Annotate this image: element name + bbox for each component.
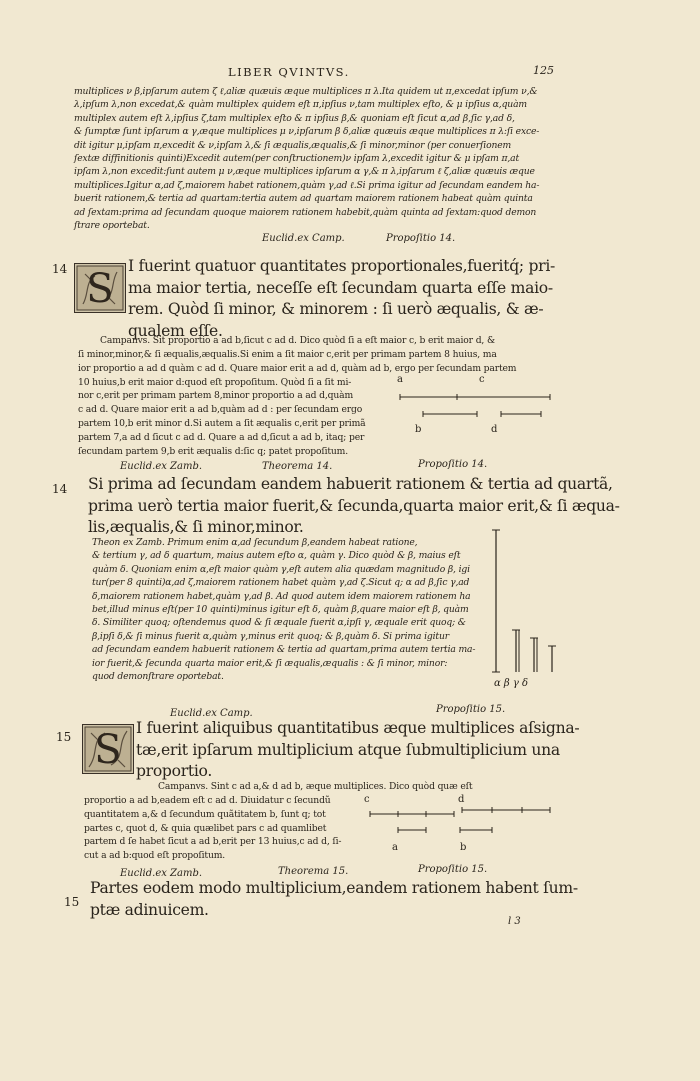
text-line: partem d ſe habet ſicut a ad b,erit per 13 huius,c ad d, ſi-: [84, 836, 342, 848]
text-line: Campanvs. Sint c ad a,& d ad b, æque multiplices. Dico quòd quæ eſt: [158, 781, 473, 792]
text-line: multiplices.Igitur α,ad ζ,maiorem habet rationem,quàm γ,ad ℓ.Si prima igitur ad ſecundam eandem ha-: [74, 179, 540, 191]
page-number: 125: [533, 64, 554, 77]
text-line: quàm δ. Quoniam enim α,eſt maior quàm γ,eſt autem alia quædam magnitudo β, igi: [92, 563, 470, 575]
text-line: multiplices ν β,ipſarum autem ζ ℓ,aliæ quæuis æque multiplices π λ.Ita quidem ut π,excedat ipſum ν,&: [74, 86, 538, 97]
text-line: & tertium γ, ad δ quartum, maius autem eſto α, quàm γ. Dico quòd & β, maius eſt: [92, 550, 461, 562]
text-line: 10 huius,b erit maior d:quod eſt propoſitum. Quòd ſi a ſit mi-: [78, 376, 352, 388]
text-line: partem 7,a ad d ſicut c ad d. Quare a ad d,ſicut a ad b, itaq; per: [78, 431, 365, 443]
text-line: ad ſextam:prima ad ſecundam quoque maiorem rationem habebit,quàm quinta ad ſextam:quod demon: [74, 206, 537, 218]
text-line: ad ſecundam eandem habuerit rationem & tertia ad quartam,prima autem tertia ma-: [92, 644, 476, 656]
figure-label-a: a: [397, 374, 403, 385]
figure-greek-labels: α β γ δ: [494, 678, 529, 688]
text-line: δ. Similiter quoq; oſtendemus quod & ſi æquale fuerit α,ipſi γ, æquale erit quoq; &: [92, 617, 466, 629]
decorated-initial-s-icon: [82, 724, 134, 774]
text-line: I fuerint aliquibus quantitatibus æque multiplices aſsigna-: [136, 719, 580, 737]
figure-label-d: d: [491, 424, 498, 434]
text-line: prima uerò tertia maior fuerit,& ſecunda,quarta maior erit,& ſi æqua-: [88, 496, 620, 515]
theon-commentary: [92, 536, 482, 683]
text-line: ſtrare oportebat.: [74, 220, 150, 232]
text-line: bet,illud minus eſt(per 10 quinti)minus igitur eſt δ, quàm β,quare maior eſt β, quàm: [92, 604, 469, 616]
text-line: ſextæ diffinitionis quinti)Excedit autem(per conſtructionem)ν ipſam λ,excedit igitur & μ ipſam π,at: [74, 153, 520, 165]
figure-label-c: c: [479, 374, 485, 385]
proposition-15-zamb-statement: [90, 878, 578, 921]
svg-text:S: S: [94, 727, 122, 773]
text-line: tæ,erit ipſarum multiplicium atque ſubmultiplicium una: [136, 740, 560, 759]
text-line: ſecundam partem 9,b erit æqualis d:ſic q; patet propoſitum.: [78, 445, 349, 457]
text-line: ipſam λ,non excedit:ſunt autem μ ν,æque multiplices ipſarum α γ,& π λ,ipſarum ℓ ζ,aliæ quæuis æque: [74, 166, 535, 178]
text-line: rem. Quòd ſi minor, & minorem : ſi uerò æqualis, & æ-: [128, 300, 544, 318]
text-line: ior proportio a ad d quàm c ad d. Quare maior erit a ad d, quàm ad b, ergo per ſecundam partem: [78, 362, 517, 374]
svg-text:S: S: [86, 266, 114, 312]
caption-proposition: Propoſitio 15.: [436, 704, 506, 715]
text-line: qualem eſſe.: [128, 321, 223, 340]
caption-euclid-camp: Euclid.ex Camp.: [262, 233, 345, 244]
margin-number: 14: [52, 262, 68, 276]
signature-mark: l 3: [508, 916, 521, 927]
campanus-14-line-1: [100, 334, 560, 348]
figure-label-a: a: [392, 842, 398, 852]
text-line: lis,æqualis,& ſi minor,minor.: [88, 518, 304, 536]
text-line: cut a ad b:quod eſt propoſitum.: [84, 850, 226, 862]
text-line: quod demonſtrare oportebat.: [92, 671, 224, 683]
caption-proposition: Propoſitio 14.: [418, 459, 488, 470]
figure-line-segments-14: [395, 372, 555, 434]
caption-euclid-zamb: Euclid.ex Zamb.: [120, 868, 203, 879]
figure-label-b: b: [415, 424, 422, 434]
caption-euclid-zamb: Euclid.ex Zamb.: [120, 461, 203, 472]
text-line: multiplex autem eſt λ,ipſius ζ,tam multiplex eſto & π ipſius β,& quoniam eſt ſicut α,ad β,ſic γ,ad δ,: [74, 112, 515, 124]
proposition-15-statement: [136, 718, 580, 783]
text-line: c ad d. Quare maior erit a ad b,quàm ad d : per ſecundam ergo: [78, 404, 363, 416]
caption-proposition: Propoſitio 15.: [418, 864, 488, 875]
text-line: Partes eodem modo multiplicium,eandem rationem habent ſum-: [90, 879, 578, 897]
figure-label-d: d: [458, 794, 465, 805]
text-line: Theon ex Zamb. Primum enim α,ad ſecundum β,eandem habeat ratione,: [92, 537, 418, 548]
text-line: Si prima ad ſecundam eandem habuerit rationem & tertia ad quartã,: [88, 475, 613, 493]
text-line: δ,maiorem rationem habet,quàm γ,ad β. Ad quod autem idem maiorem rationem ha: [92, 590, 471, 602]
text-line: I fuerint quatuor quantitates proportionales,fueritq́; pri-: [128, 257, 555, 275]
campanus-15-commentary: [84, 794, 384, 863]
caption-euclid-camp: Euclid.ex Camp.: [170, 708, 253, 719]
running-title: LIBER QVINTVS.: [228, 65, 350, 79]
text-line: proportio a ad b,eadem eſt c ad d. Diuidatur c ſecundũ: [84, 795, 331, 806]
text-line: ma maior tertia, neceſſe eſt ſecundam quarta eſſe maio-: [128, 278, 553, 297]
text-line: dit igitur μ,ipſam π,excedit & ν,ipſam λ,& ſi æqualis,æqualis,& ſi minor,minor (per conuerſionem: [74, 139, 512, 151]
text-line: ior fuerit,& ſecunda quarta maior erit,& ſi æqualis,æqualis : & ſi minor, minor:: [92, 657, 448, 669]
caption-theorema: Theorema 15.: [278, 866, 349, 877]
text-line: buerit rationem,& tertia ad quartam:tertia autem ad quartam maiorem rationem habeat quàm quinta: [74, 193, 533, 205]
text-line: β,ipſi δ,& ſi minus fuerit α,quàm γ,minus erit quoq; & β,quàm δ. Si prima igitur: [92, 630, 449, 642]
figure-line-segments-15: [364, 790, 554, 852]
figure-label-b: b: [460, 842, 467, 852]
margin-number: 15: [56, 730, 72, 744]
figure-vertical-segments-14: [486, 526, 566, 688]
proposition-14-statement: [128, 256, 558, 342]
text-line: nor c,erit per primam partem 8,minor proportio a ad d,quàm: [78, 390, 354, 402]
text-line: proportio.: [136, 762, 212, 780]
margin-number: 14: [52, 482, 68, 496]
caption-proposition: Propoſitio 14.: [386, 233, 456, 244]
decorated-initial-s-icon: [74, 263, 126, 313]
text-line: tur(per 8 quinti)α,ad ζ,maiorem rationem habet quàm γ,ad ζ.Sicut q; α ad β,ſic γ,ad: [92, 577, 470, 589]
text-line: partes c, quot d, & quia quælibet pars c ad quamlibet: [84, 822, 327, 834]
text-line: λ,ipſum λ,non excedat,& quàm multiplex quidem eſt π,ipſius ν,tam multiplex eſto, & μ ipſius α,quàm: [74, 99, 527, 111]
text-line: quantitatem a,& d ſecundum quãtitatem b, ſunt q; tot: [84, 808, 326, 820]
top-paragraph: [74, 85, 554, 232]
margin-number: 15: [64, 895, 80, 909]
figure-label-c: c: [364, 794, 370, 805]
caption-theorema: Theorema 14.: [262, 461, 333, 472]
text-line: & ſumptæ ſunt ipſarum α γ,æque multiplices μ ν,ipſarum β δ,aliæ quæuis æque multiplices π λ:ſi exce-: [74, 126, 540, 138]
text-line: partem 10,b erit minor d.Si autem a ſit æqualis c,erit per primã: [78, 417, 366, 429]
text-line: Campanvs. Sit proportio a ad b,ſicut c ad d. Dico quòd ſi a eſt maior c, b erit maior d, &: [100, 335, 495, 346]
text-line: ſi minor,minor,& ſi æqualis,æqualis.Si enim a ſit maior c,erit per primam partem 8 huius, ma: [78, 349, 497, 360]
text-line: ptæ adinuicem.: [90, 900, 209, 919]
